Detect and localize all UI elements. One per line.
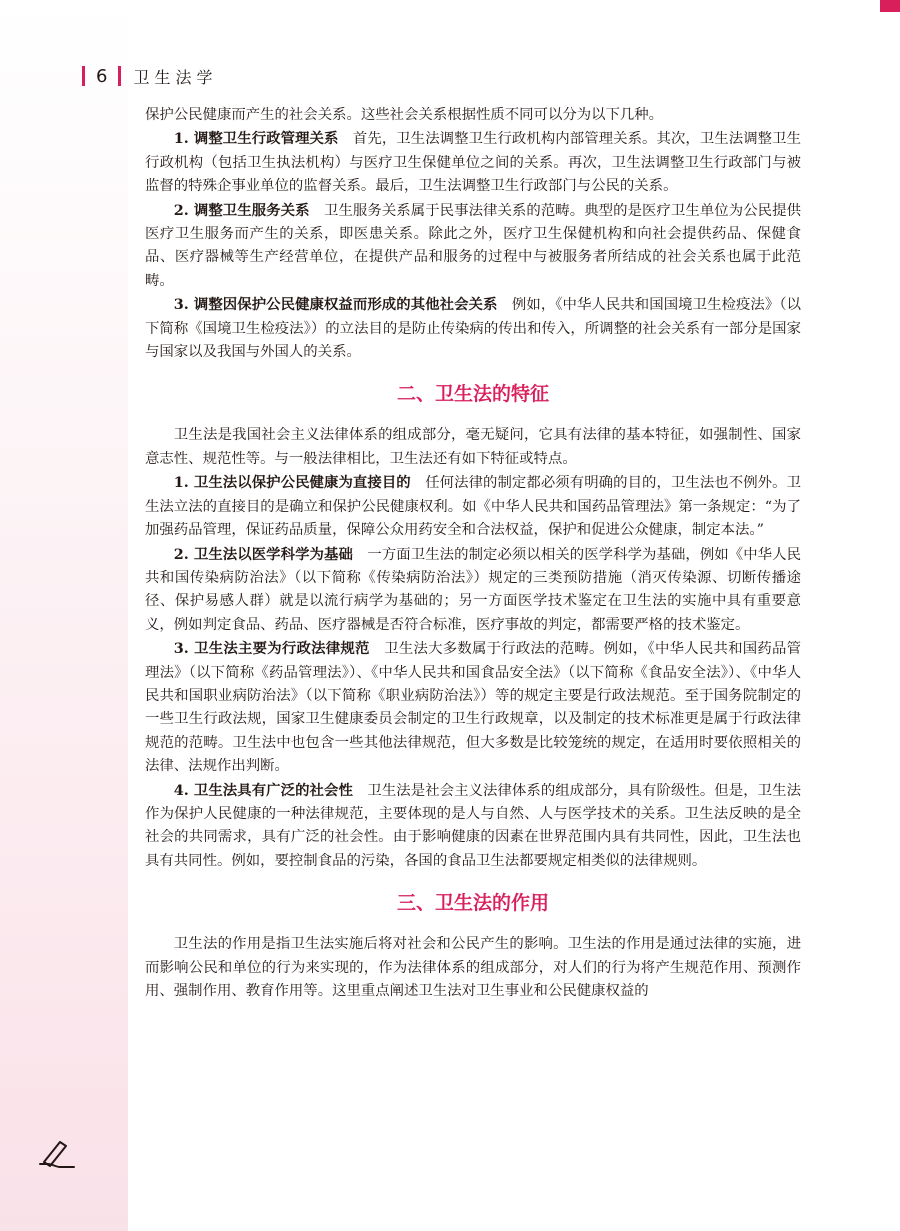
feature-item-3-text: 卫生法大多数属于行政法的范畴。例如，《中华人民共和国药品管理法》（以下简称《药品管理法》）、《中华人民共和国食品安全法》（以下简称《食品安全法》）、《中华人民共和国职业病防治法》（以下简称《职业病防治法》）等的规定主要是行政法规范。至于国务院制定的一些卫生行政法规，国家卫生健康委员会制定的卫生行政规章，以及制定的技术标准更是属于行政法律规范的范畴。卫生法中也包含一些其他法律规范，但大多数是比较笼统的规定，在适用时要依照相关的法律、法规作出判断。 xyxy=(145,641,801,775)
functions-intro: 卫生法的作用是指卫生法实施后将对社会和公民产生的影响。卫生法的作用是通过法律的实施，进而影响公民和单位的行为来实现的，作为法律体系的组成部分，对人们的行为将产生规范作用、预测作用、强制作用、教育作用等。这里重点阐述卫生法对卫生事业和公民健康权益的 xyxy=(145,936,801,999)
relation-item-2-title: 2. 调整卫生服务关系 xyxy=(173,201,310,219)
feature-item-1-text: 任何法律的制定都必须有明确的目的，卫生法也不例外。卫生法立法的直接目的是确立和保护公民健康权利。如《中华人民共和国药品管理法》第一条规定：“为了加强药品管理，保证药品质量，保障公众用药安全和合法权益，保护和促进公众健康，制定本法。” xyxy=(145,475,801,539)
feature-item-2-text: 一方面卫生法的制定必须以相关的医学科学为基础，例如《中华人民共和国传染病防治法》（以下简称《传染病防治法》）规定的三类预防措施（消灭传染源、切断传播途径、保护易感人群）就是以流行病学为基础的；另一方面医学技术鉴定在卫生法的实施中具有重要意义，例如判定食品、药品、医疗器械是否符合标准，医疗事故的判定，都需要严格的技术鉴定。 xyxy=(145,546,801,633)
header-bar-right xyxy=(118,66,121,86)
section-heading-functions: 三、卫生法的作用 xyxy=(396,892,549,915)
relation-item-2 xyxy=(145,199,801,294)
feature-item-2 xyxy=(145,543,801,638)
running-title: 卫生法学 xyxy=(133,67,218,87)
top-right-accent-bar xyxy=(880,0,900,12)
feature-item-1 xyxy=(145,471,801,542)
feature-item-2-title: 2. 卫生法以医学科学为基础 xyxy=(173,545,353,563)
feature-item-3-title: 3. 卫生法主要为行政法律规范 xyxy=(173,640,370,658)
feature-item-4-title: 4. 卫生法具有广泛的社会性 xyxy=(173,781,353,799)
page-content xyxy=(145,104,801,1003)
relation-item-2-text: 卫生服务关系属于民事法律关系的范畴。典型的是医疗卫生单位为公民提供医疗卫生服务而产生的关系，即医患关系。除此之外，医疗卫生保健机构和向社会提供药品、保健食品、医疗器械等生产经营单位，在提供产品和服务的过程中与被服务者所结成的社会关系也属于此范畴。 xyxy=(145,202,801,289)
feature-item-3 xyxy=(145,637,801,778)
paragraph-continued: 保护公民健康而产生的社会关系。这些社会关系根据性质不同可以分为以下几种。 xyxy=(145,107,664,123)
relation-item-1 xyxy=(145,127,801,198)
page-number: 6 xyxy=(96,65,108,87)
relation-item-1-text: 首先，卫生法调整卫生行政机构内部管理关系。其次，卫生法调整卫生行政机构（包括卫生执法机构）与医疗卫生保健单位之间的关系。再次，卫生法调整卫生行政部门与被监督的特殊企事业单位的监督关系。最后，卫生法调整卫生行政部门与公民的关系。 xyxy=(145,131,801,195)
page-header xyxy=(82,62,217,90)
feature-item-4-text: 卫生法是社会主义法律体系的组成部分，具有阶级性。但是，卫生法作为保护人民健康的一种法律规范，主要体现的是人与自然、人与医学技术的关系。卫生法反映的是全社会的共同需求，具有广泛的社会性。由于影响健康的因素在世界范围内具有共同性，因此，卫生法也具有共同性。例如，要控制食品的污染，各国的食品卫生法都要规定相类似的法律规则。 xyxy=(145,782,801,869)
relation-item-3-title: 3. 调整因保护公民健康权益而形成的其他社会关系 xyxy=(173,296,498,314)
pen-writing-icon xyxy=(38,1136,78,1170)
left-margin-band xyxy=(0,0,128,1231)
header-bar-left xyxy=(82,66,85,86)
features-intro: 卫生法是我国社会主义法律体系的组成部分，毫无疑问，它具有法律的基本特征，如强制性、国家意志性、规范性等。与一般法律相比，卫生法还有如下特征或特点。 xyxy=(145,427,801,467)
relation-item-3-text: 例如，《中华人民共和国国境卫生检疫法》（以下简称《国境卫生检疫法》）的立法目的是防止传染病的传出和传入，所调整的社会关系有一部分是国家与国家以及我国与外国人的关系。 xyxy=(145,297,801,361)
feature-item-1-title: 1. 卫生法以保护公民健康为直接目的 xyxy=(173,474,411,492)
relation-item-1-title: 1. 调整卫生行政管理关系 xyxy=(173,130,339,148)
relation-item-3 xyxy=(145,293,801,364)
feature-item-4 xyxy=(145,779,801,874)
section-heading-features: 二、卫生法的特征 xyxy=(396,383,549,406)
